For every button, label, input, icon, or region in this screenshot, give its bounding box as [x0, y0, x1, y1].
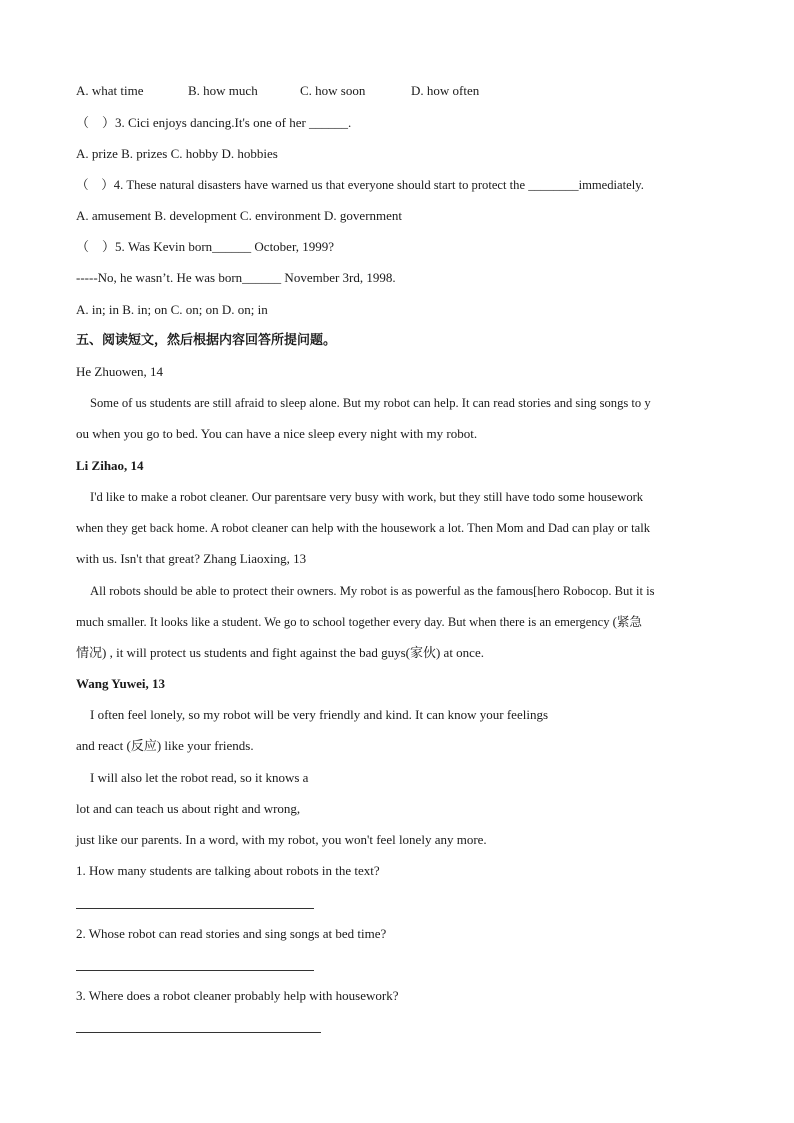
q5-reply: -----No, he wasn’t. He was born______ November 3rd, 1998. — [76, 270, 396, 285]
q4-stem: （ ）4. These natural disasters have warned us that everyone should start to protect the ________immediately. — [76, 178, 644, 192]
li-zihao-line-2: when they get back home. A robot cleaner can help with the housework a lot. Then Mom and Dad can play or talk — [76, 521, 651, 535]
wang-line-4: lot and can teach us about right and wrong, — [76, 801, 301, 816]
answer-line-1[interactable] — [76, 908, 314, 909]
li-zihao-line-1: I'd like to make a robot cleaner. Our parentsare very busy with work, but they still have todo some housework — [90, 490, 644, 504]
he-zhuowen-line-2: ou when you go to bed. You can have a nice sleep every night with my robot. — [76, 426, 478, 441]
answer-line-2[interactable] — [76, 970, 314, 971]
li-zihao-line-3: with us. Isn't that great? Zhang Liaoxing, 13 — [76, 551, 307, 566]
answer-line-3[interactable] — [76, 1032, 321, 1033]
zhang-line-3: 情况) , it will protect us students and fight against the bad guys(家伙) at once. — [76, 645, 484, 660]
question-2: 2. Whose robot can read stories and sing songs at bed time? — [76, 926, 387, 941]
section-5-title: 五、阅读短文，然后根据内容回答所提问题。 — [76, 333, 337, 348]
q2-option-a: A. what time — [76, 83, 144, 98]
wang-line-2: and react (反应) like your friends. — [76, 738, 254, 753]
q2-option-d: D. how often — [411, 83, 480, 98]
he-zhuowen-name: He Zhuowen, 14 — [76, 364, 164, 379]
q2-option-b: B. how much — [188, 83, 258, 98]
q5-options: A. in; in B. in; on C. on; on D. on; in — [76, 302, 268, 317]
q2-option-c: C. how soon — [300, 83, 366, 98]
wang-line-3: I will also let the robot read, so it knows a — [90, 770, 309, 785]
he-zhuowen-line-1: Some of us students are still afraid to sleep alone. But my robot can help. It can read stories and sing songs to y — [90, 396, 651, 410]
q3-options: A. prize B. prizes C. hobby D. hobbies — [76, 146, 278, 161]
wang-line-5: just like our parents. In a word, with my robot, you won't feel lonely any more. — [76, 832, 487, 847]
question-3: 3. Where does a robot cleaner probably help with housework? — [76, 988, 399, 1003]
wang-line-1: I often feel lonely, so my robot will be very friendly and kind. It can know your feelings — [90, 707, 549, 722]
zhang-line-2: much smaller. It looks like a student. We go to school together every day. But when there is an emergency (紧急 — [76, 615, 643, 629]
li-zihao-name: Li Zihao, 14 — [76, 458, 144, 473]
q3-stem: （ ）3. Cici enjoys dancing.It's one of her ______. — [76, 115, 352, 130]
q5-stem: （ ）5. Was Kevin born______ October, 1999? — [76, 239, 335, 254]
zhang-line-1: All robots should be able to protect their owners. My robot is as powerful as the famous[hero Robocop. But it is — [90, 584, 655, 598]
wang-yuwei-name: Wang Yuwei, 13 — [76, 676, 165, 691]
q4-options: A. amusement B. development C. environment D. government — [76, 208, 403, 223]
question-1: 1. How many students are talking about robots in the text? — [76, 863, 380, 878]
q2-options — [76, 82, 736, 100]
